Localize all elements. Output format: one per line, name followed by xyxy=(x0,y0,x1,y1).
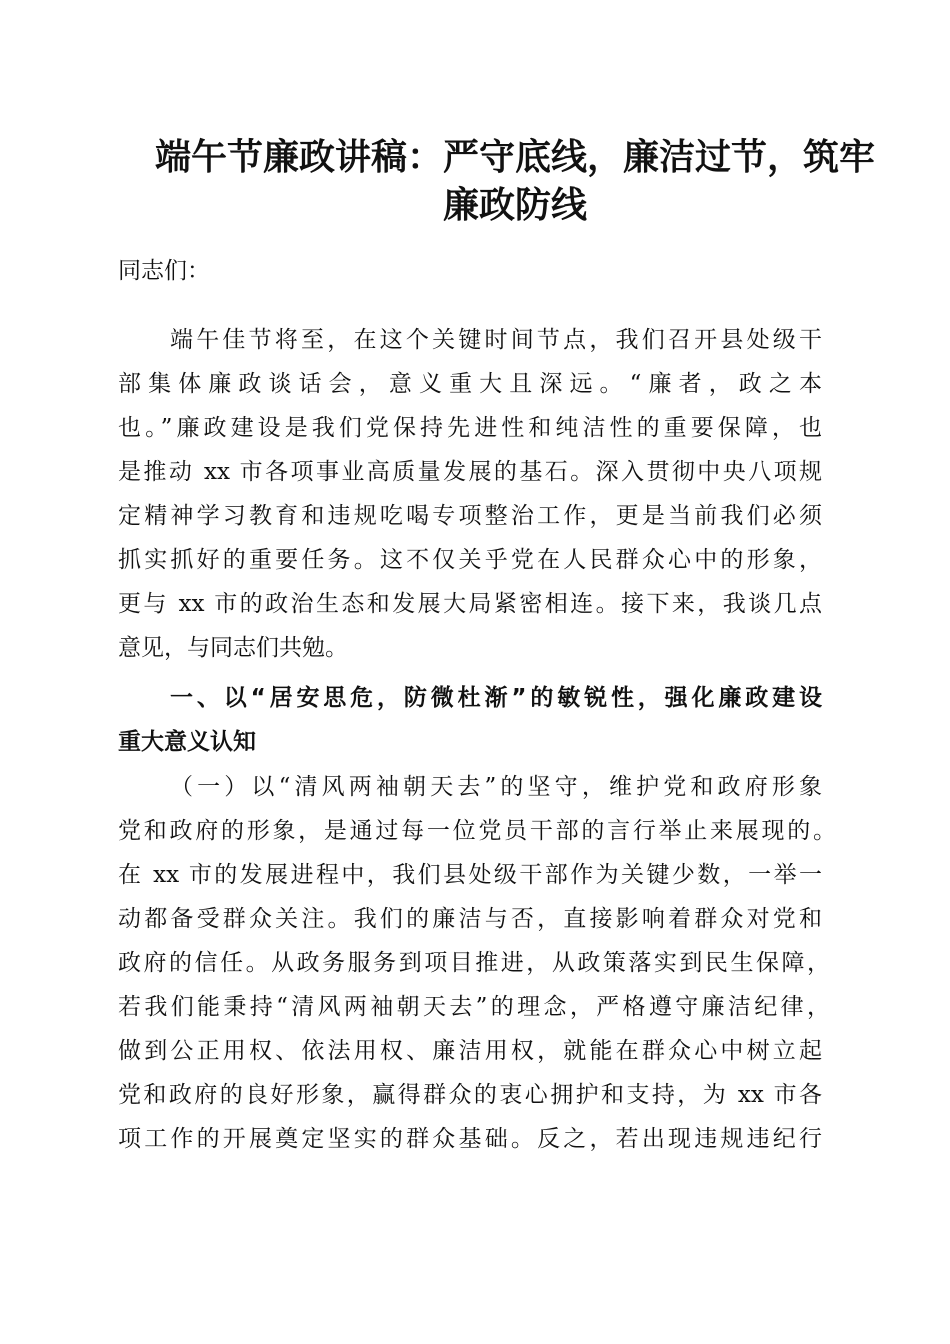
body-line: 项工作的开展奠定坚实的群众基础。反之，若出现违规违纪行 xyxy=(118,1126,822,1152)
body-line: 部集体廉政谈话会，意义重大且深远。“廉者，政之本 xyxy=(118,371,822,397)
document-title-line-2: 廉政防线 xyxy=(442,184,587,226)
subsection-heading: （一）以“清风两袖朝天去”的坚守，维护党和政府形象 xyxy=(170,774,822,800)
body-line: 是推动 xx 市各项事业高质量发展的基石。深入贯彻中央八项规 xyxy=(118,459,822,485)
body-line: 若我们能秉持“清风两袖朝天去”的理念，严格遵守廉洁纪律， xyxy=(118,994,830,1020)
body-line: 更与 xx 市的政治生态和发展大局紧密相连。接下来，我谈几点 xyxy=(118,591,822,617)
section-heading-line-2: 重大意义认知 xyxy=(118,729,256,755)
body-line: 在 xx 市的发展进程中，我们县处级干部作为关键少数，一举一 xyxy=(118,862,822,888)
body-line: 定精神学习教育和违规吃喝专项整治工作，更是当前我们必须 xyxy=(118,503,822,529)
section-heading-line-1: 一、以“居安思危，防微杜渐”的敏锐性，强化廉政建设 xyxy=(170,685,822,711)
body-line: 政府的信任。从政务服务到项目推进，从政策落实到民生保障， xyxy=(118,950,830,976)
body-line: 抓实抓好的重要任务。这不仅关乎党在人民群众心中的形象， xyxy=(118,547,822,573)
body-line: 党和政府的形象，是通过每一位党员干部的言行举止来展现的。 xyxy=(118,818,836,844)
body-line: 做到公正用权、依法用权、廉洁用权，就能在群众心中树立起 xyxy=(118,1038,822,1064)
salutation: 同志们： xyxy=(118,258,210,284)
document-title-line-1: 端午节廉政讲稿：严守底线，廉洁过节，筑牢 xyxy=(154,136,875,178)
body-line: 端午佳节将至，在这个关键时间节点，我们召开县处级干 xyxy=(170,327,822,353)
body-line: 也。”廉政建设是我们党保持先进性和纯洁性的重要保障，也 xyxy=(118,415,822,441)
body-line: 党和政府的良好形象，赢得群众的衷心拥护和支持，为 xx 市各 xyxy=(118,1082,822,1108)
body-line: 意见，与同志们共勉。 xyxy=(118,635,348,661)
body-line: 动都备受群众关注。我们的廉洁与否，直接影响着群众对党和 xyxy=(118,906,822,932)
